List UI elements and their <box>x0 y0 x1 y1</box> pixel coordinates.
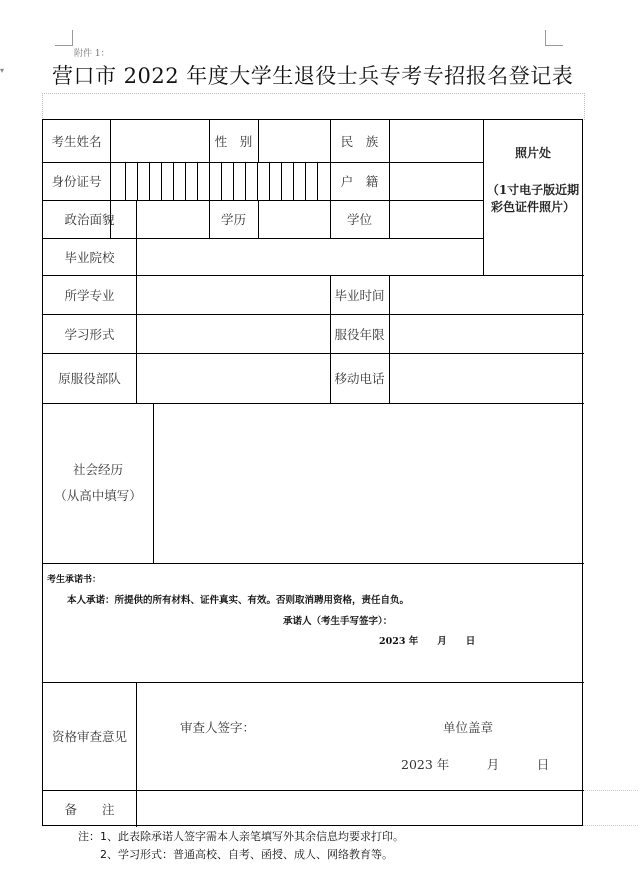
id-number-input[interactable] <box>110 162 330 200</box>
review-opinion-label: 资格审查意见 <box>51 729 127 744</box>
crop-mark-top-left-h <box>55 45 73 46</box>
remarks-label: 备 注 <box>64 801 115 817</box>
registration-form-table <box>42 119 583 826</box>
school-input[interactable] <box>136 238 483 275</box>
former-unit-input[interactable] <box>136 353 330 403</box>
social-experience-title: 社会经历 <box>72 462 123 477</box>
id-number-label: 身份证号 <box>51 174 102 189</box>
graduation-time-label: 毕业时间 <box>334 287 385 303</box>
crop-mark-top-right-h <box>545 45 563 46</box>
hukou-input[interactable] <box>389 162 483 200</box>
political-status-label: 政治面貌 <box>64 212 115 227</box>
document-title: 营口市 2022 年度大学生退役士兵专考专招报名登记表 <box>52 64 574 88</box>
footnote-2: 2、学习形式：普通高校、自考、函授、成人、网络教育等。 <box>100 848 393 861</box>
degree-label: 学位 <box>346 212 372 227</box>
margin-arrow-icon: ▾ <box>0 66 5 75</box>
review-date: 2023 年 月 日 <box>401 757 550 772</box>
photo-title: 照片处 <box>514 146 551 160</box>
commitment-heading: 考生承诺书： <box>47 575 102 585</box>
social-experience-note: （从高中填写） <box>54 488 142 503</box>
gender-input[interactable] <box>258 120 330 162</box>
photo-note: （1寸电子版近期彩色证件照片） <box>486 183 580 214</box>
ethnic-label: 民 族 <box>340 134 379 149</box>
hukou-label: 户 籍 <box>340 174 379 189</box>
ethnic-input[interactable] <box>389 120 483 162</box>
remarks-input[interactable] <box>136 790 584 827</box>
text-boundary <box>42 93 585 120</box>
service-years-label: 服役年限 <box>334 326 385 342</box>
boundary-line <box>583 790 638 791</box>
name-label: 考生姓名 <box>51 134 102 149</box>
reviewer-signature-label: 审查人签字： <box>180 720 256 735</box>
mobile-label: 移动电话 <box>334 371 385 386</box>
crop-mark-top-left <box>72 30 73 46</box>
former-unit-label: 原服役部队 <box>58 371 121 386</box>
photo-placeholder[interactable] <box>483 145 583 216</box>
political-status-input[interactable] <box>136 200 209 238</box>
degree-input[interactable] <box>389 200 483 238</box>
footnote-1: 注：1、此表除承诺人签字需本人亲笔填写外其余信息均要求打印。 <box>78 830 404 843</box>
commitment-signer: 承诺人（考生手写签字）： <box>283 616 393 627</box>
study-form-input[interactable] <box>136 314 330 353</box>
major-label: 所学专业 <box>64 287 115 303</box>
attachment-label: 附件 1： <box>74 49 110 59</box>
graduation-time-input[interactable] <box>389 275 584 314</box>
social-experience-input[interactable] <box>153 403 584 563</box>
crop-mark-top-right <box>545 30 546 46</box>
footnotes <box>78 828 404 864</box>
service-years-input[interactable] <box>389 314 584 353</box>
commitment-date: 2023 年 月 日 <box>379 636 476 647</box>
commitment-body: 本人承诺：所提供的所有材料、证件真实、有效。否则取消聘用资格，责任自负。 <box>67 595 410 606</box>
boundary-line <box>583 825 638 826</box>
gender-label: 性 别 <box>214 134 253 149</box>
social-experience-label <box>43 403 153 563</box>
education-input[interactable] <box>258 200 330 238</box>
school-label: 毕业院校 <box>64 249 115 265</box>
name-input[interactable] <box>110 120 209 162</box>
major-input[interactable] <box>136 275 330 314</box>
unit-seal-label: 单位盖章 <box>443 720 494 735</box>
mobile-input[interactable] <box>389 353 584 403</box>
education-label: 学历 <box>220 212 246 227</box>
study-form-label: 学习形式 <box>64 326 115 342</box>
